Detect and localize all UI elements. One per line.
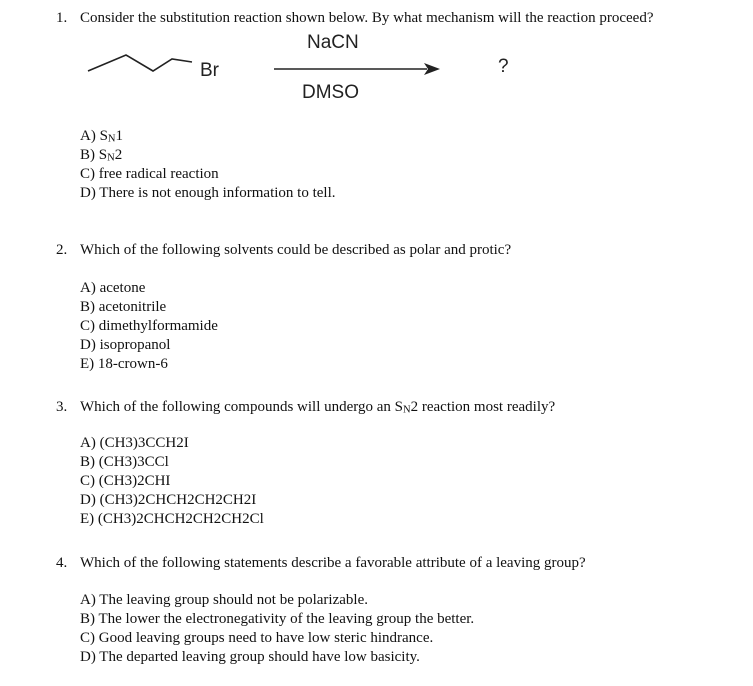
- question-1-options: [80, 127, 336, 203]
- question-4-text: Which of the following statements describe a favorable attribute of a leaving group?: [80, 555, 586, 571]
- question-3-option-d: D) (CH3)2CHCH2CH2CH2I: [80, 492, 257, 508]
- question-2-option-e: E) 18-crown-6: [80, 356, 168, 372]
- question-1-option-c: C) free radical reaction: [80, 166, 219, 182]
- question-4-option-c: C) Good leaving groups need to have low steric hindrance.: [80, 630, 434, 646]
- question-3-option-c: C) (CH3)2CHI: [80, 473, 171, 489]
- question-4-option-d: D) The departed leaving group should have low basicity.: [80, 649, 420, 665]
- question-1-text: Consider the substitution reaction shown below. By what mechanism will the reaction proceed?: [80, 10, 654, 26]
- question-2-number: 2.: [56, 242, 68, 258]
- question-2: [56, 242, 511, 259]
- product-unknown-label: ?: [498, 56, 509, 77]
- alkyl-chain-bond: [88, 55, 192, 71]
- question-1-option-d: D) There is not enough information to tell.: [80, 185, 336, 201]
- substrate-bromine-label: Br: [200, 60, 219, 81]
- question-3-option-e: E) (CH3)2CHCH2CH2CH2Cl: [80, 511, 264, 527]
- question-2-option-a: A) acetone: [80, 280, 146, 296]
- solvent-label: DMSO: [302, 82, 359, 103]
- question-3-option-b: B) (CH3)3CCl: [80, 454, 169, 470]
- question-2-options: [80, 279, 218, 374]
- question-2-option-b: B) acetonitrile: [80, 299, 167, 315]
- question-3-option-a: A) (CH3)3CCH2I: [80, 435, 189, 451]
- reaction-scheme: [0, 0, 753, 120]
- question-4-options: [80, 591, 474, 667]
- question-2-option-d: D) isopropanol: [80, 337, 171, 353]
- question-1-option-b: B) SN2: [80, 147, 123, 164]
- question-1-number: 1.: [56, 10, 68, 26]
- question-3-text: Which of the following compounds will undergo an SN2 reaction most readily?: [80, 399, 556, 416]
- question-4-number: 4.: [56, 555, 68, 571]
- question-3-number: 3.: [56, 399, 68, 415]
- question-4-option-a: A) The leaving group should not be polarizable.: [80, 592, 368, 608]
- question-2-option-c: C) dimethylformamide: [80, 318, 218, 334]
- question-3: [56, 399, 555, 416]
- question-4-option-b: B) The lower the electronegativity of the leaving group the better.: [80, 611, 475, 627]
- question-2-text: Which of the following solvents could be described as polar and protic?: [80, 242, 512, 258]
- reagent-label: NaCN: [307, 32, 359, 53]
- question-4: [56, 555, 586, 572]
- question-1-option-a: A) SN1: [80, 128, 124, 145]
- question-3-options: [80, 434, 264, 529]
